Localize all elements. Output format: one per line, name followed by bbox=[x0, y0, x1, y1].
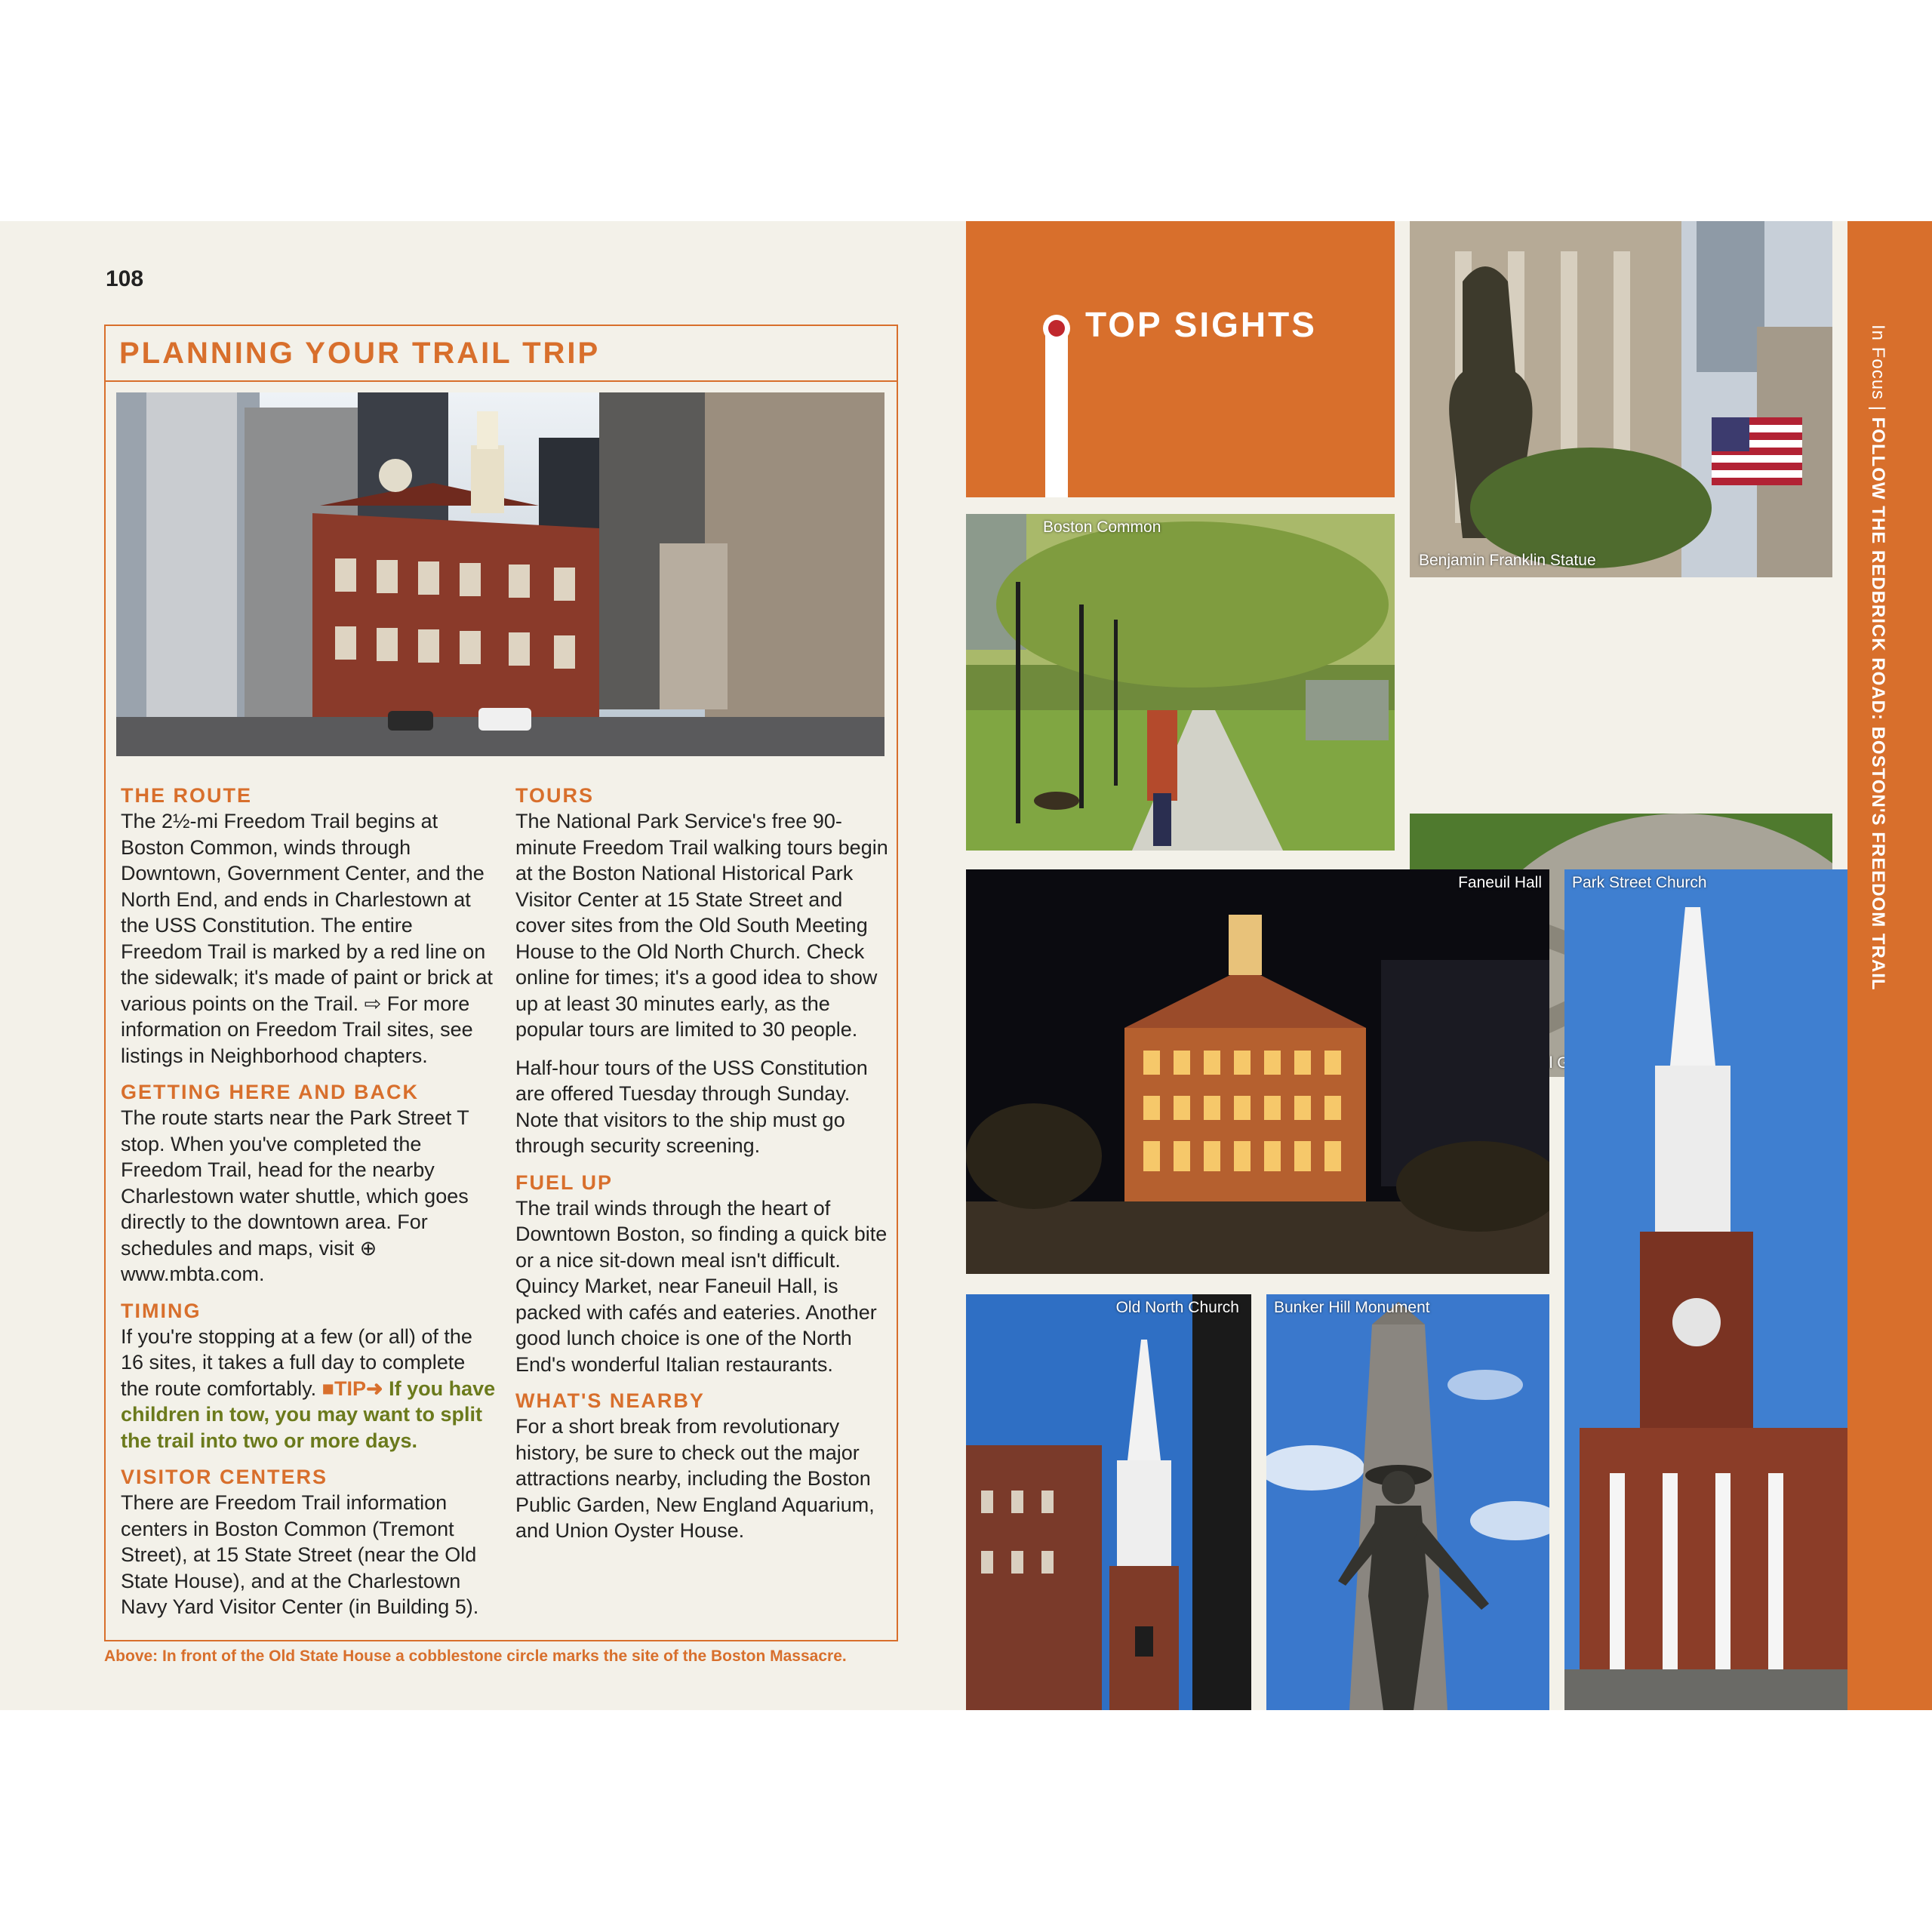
bunker-illustration bbox=[1266, 1294, 1549, 1710]
boston-common-illustration bbox=[966, 514, 1395, 851]
timing-text: If you're stopping at a few (or all) of the 16 sites, it takes a full day to complete the route comfortably. bbox=[121, 1324, 472, 1400]
in-focus-label: In Focus bbox=[1868, 325, 1888, 401]
park-street-label: Park Street Church bbox=[1572, 874, 1707, 891]
right-column bbox=[515, 783, 897, 1555]
tours-section bbox=[515, 783, 897, 1159]
tours-heading: TOURS bbox=[515, 784, 595, 807]
fuel-body: The trail winds through the heart of Downtown Boston, so finding a quick bite or a nice sit-down meal isn't difficult. Quincy Market, near Faneuil Hall, is packed with cafés and eateries. Another good lunch choice is one of the North End's wonderful Italian restaurants. bbox=[515, 1196, 888, 1376]
book-spread bbox=[0, 221, 1932, 1710]
tours-body-2: Half-hour tours of the USS Constitution are offered Tuesday through Sunday. Note that visitors to the ship must go through security screening. bbox=[515, 1056, 868, 1157]
old-state-house-photo bbox=[116, 392, 884, 756]
getting-section bbox=[121, 1079, 498, 1287]
side-title-text bbox=[1867, 325, 1888, 991]
nearby-body: For a short break from revolutionary history, be sure to check out the major attractions nearby, including the Boston Public Garden, New England Aquarium, and Union Oyster House. bbox=[515, 1415, 875, 1542]
top-sights-block bbox=[966, 221, 1395, 497]
tip-body: If you have children in tow, you may want to split the trail into two or more days. bbox=[121, 1377, 496, 1452]
photo-caption: Above: In front of the Old State House a cobblestone circle marks the site of the Boston Massacre. bbox=[104, 1647, 847, 1665]
park-street-photo bbox=[1564, 869, 1847, 1710]
getting-body: The route starts near the Park Street T stop. When you've completed the Freedom Trail, head for the nearby Charlestown water shuttle, which goes directly to the downtown area. For schedules and maps, visit ⊕ www.mbta.com. bbox=[121, 1106, 469, 1285]
timing-body bbox=[121, 1324, 498, 1454]
faneuil-photo bbox=[966, 869, 1549, 1274]
side-title bbox=[1858, 325, 1894, 1155]
boston-common-label: Boston Common bbox=[1043, 518, 1161, 536]
visitor-body: There are Freedom Trail information centers in Boston Common (Tremont Street), at 15 State Street (near the Old State House), and at the Charlestown Navy Yard Visitor Center (in Building 5). bbox=[121, 1491, 479, 1618]
top-sights-title: TOP SIGHTS bbox=[1085, 305, 1317, 344]
tours-body-1: The National Park Service's free 90-minute Freedom Trail walking tours begin at the Boston National Historical Park Visitor Center at 15 State Street and cover sites from the Old South Meeting House to the Old North Church. Check online for times; it's a good idea to show up at least 30 minutes early, as the popular tours are limited to 30 people. bbox=[515, 810, 888, 1041]
nearby-heading: WHAT'S NEARBY bbox=[515, 1389, 705, 1412]
franklin-photo bbox=[1410, 221, 1832, 577]
old-north-illustration bbox=[966, 1294, 1251, 1710]
nearby-section bbox=[515, 1388, 897, 1544]
old-state-house-illustration bbox=[116, 392, 884, 756]
box-title: PLANNING YOUR TRAIL TRIP bbox=[119, 337, 601, 370]
route-body: The 2½-mi Freedom Trail begins at Boston Common, winds through Downtown, Government Center, and the North End, and ends in Charlestown at the USS Constitution. The entire Freedom Trail is marked by a red line on the sidewalk; it's made of paint or brick at various points on the Trail. ⇨ For more information on Freedom Trail sites, see listings in Neighborhood chapters. bbox=[121, 810, 493, 1067]
bunker-photo bbox=[1266, 1294, 1549, 1710]
side-divider: | bbox=[1868, 405, 1888, 411]
timing-heading: TIMING bbox=[121, 1299, 202, 1322]
chapter-title: FOLLOW THE REDBRICK ROAD: BOSTON'S FREEDOM TRAIL bbox=[1868, 417, 1888, 991]
visitor-section bbox=[121, 1464, 498, 1620]
tip-label: ■TIP➜ bbox=[321, 1377, 383, 1400]
old-north-photo bbox=[966, 1294, 1251, 1710]
bunker-label: Bunker Hill Monument bbox=[1274, 1299, 1430, 1316]
old-north-label: Old North Church bbox=[1115, 1299, 1239, 1316]
boston-common-photo bbox=[966, 514, 1395, 851]
timing-section bbox=[121, 1298, 498, 1454]
trail-marker-graphic bbox=[966, 221, 1395, 497]
getting-heading: GETTING HERE AND BACK bbox=[121, 1081, 420, 1103]
fuel-heading: FUEL UP bbox=[515, 1171, 614, 1194]
box-title-bar bbox=[106, 326, 897, 382]
fuel-section bbox=[515, 1170, 897, 1378]
park-street-illustration bbox=[1564, 869, 1847, 1710]
franklin-illustration bbox=[1410, 221, 1832, 577]
visitor-heading: VISITOR CENTERS bbox=[121, 1466, 328, 1488]
planning-box bbox=[104, 325, 898, 1641]
faneuil-illustration bbox=[966, 869, 1549, 1274]
page-number: 108 bbox=[106, 266, 144, 291]
faneuil-label: Faneuil Hall bbox=[1458, 874, 1542, 891]
route-heading: THE ROUTE bbox=[121, 784, 253, 807]
franklin-label: Benjamin Franklin Statue bbox=[1419, 552, 1596, 569]
route-section bbox=[121, 783, 498, 1069]
left-column bbox=[121, 783, 498, 1631]
